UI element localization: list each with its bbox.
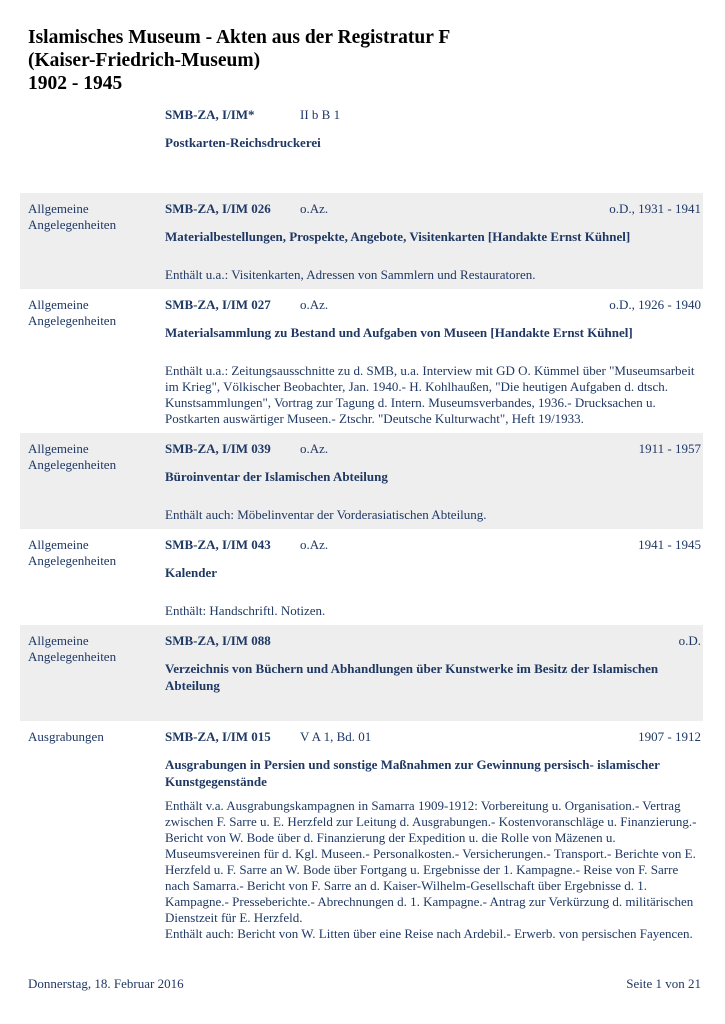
intro-entry-signature: SMB-ZA, I/IM* xyxy=(165,107,255,122)
entry-description-paragraph: Enthält auch: Bericht von W. Litten über eine Reise nach Ardebil.- Erwerb. von persischen Fayencen. xyxy=(165,926,693,941)
footer-page-number: Seite 1 von 21 xyxy=(626,976,701,991)
entry-date: 1941 - 1945 xyxy=(638,537,701,552)
archive-entry-row xyxy=(20,721,703,948)
page-title-line-2: (Kaiser-Friedrich-Museum) xyxy=(28,50,261,71)
page-footer xyxy=(28,976,701,992)
entry-header xyxy=(165,536,701,553)
entry-signature: SMB-ZA, I/IM 015 xyxy=(165,729,271,744)
entry-subsignature: V A 1, Bd. 01 xyxy=(300,729,372,744)
archive-entry-row xyxy=(20,433,703,529)
entry-title: Materialbestellungen, Prospekte, Angebote, Visitenkarten [Handakte Ernst Kühnel] xyxy=(165,229,631,244)
entry-date: 1907 - 1912 xyxy=(638,729,701,744)
entry-content xyxy=(165,632,701,694)
entry-title: Verzeichnis von Büchern und Abhandlungen über Kunstwerke im Besitz der Islamischen Abteilung xyxy=(165,661,659,693)
entry-header xyxy=(165,632,701,649)
entry-signature: SMB-ZA, I/IM 043 xyxy=(165,537,271,552)
entry-title: Kalender xyxy=(165,565,217,580)
entry-list xyxy=(20,193,703,948)
entry-category: Allgemeine Angelegenheiten xyxy=(28,633,117,664)
entry-signature: SMB-ZA, I/IM 039 xyxy=(165,441,271,456)
archive-entry-row xyxy=(20,193,703,289)
entry-category: Allgemeine Angelegenheiten xyxy=(28,297,117,328)
entry-content xyxy=(165,536,701,619)
archive-entry-row xyxy=(20,625,703,721)
entry-category: Allgemeine Angelegenheiten xyxy=(28,537,117,568)
archive-entry-row xyxy=(20,529,703,625)
entry-description-paragraph: Enthält auch: Möbelinventar der Vorderasiatischen Abteilung. xyxy=(165,507,487,522)
entry-subsignature: o.Az. xyxy=(300,201,329,216)
entry-header xyxy=(165,440,701,457)
page-title-line-3: 1902 - 1945 xyxy=(28,73,123,94)
entry-description-paragraph: Enthält v.a. Ausgrabungskampagnen in Samarra 1909-1912: Vorbereitung u. Organisation.- Vertrag zwischen F. Sarre u. E. Herzfeld zur Leitung d. Ausgrabungen.- Kostenvoranschläge u. Finanzierung.- Bericht von W. Bode über d. Finanzierung der Expedition u. die Rolle von Mäzenen u. Museumsvereinen für d. Kgl. Museen.- Personalkosten.- Versicherungen.- Transport.- Berichte von E. Herzfeld u. F. Sarre an W. Bode über Fortgang u. Ergebnisse der 1. Kampagne.- Reise von F. Sarre nach Samarra.- Bericht von F. Sarre an d. Kaiser-Wilhelm-Gesellschaft über Ergebnisse d. 1. Kampagne.- Presseberichte.- Abrechnungen d. 1. Kampagne.- Antrag zur Verkürzung d. militärischen Dienstzeit für E. Herzfeld. xyxy=(165,798,697,925)
entry-title: Ausgrabungen in Persien und sonstige Maßnahmen zur Gewinnung persisch- islamischer Kunstgegenstände xyxy=(165,757,660,789)
intro-entry-header xyxy=(165,106,703,123)
intro-entry-subsignature: II b B 1 xyxy=(300,107,341,122)
entry-signature: SMB-ZA, I/IM 027 xyxy=(165,297,271,312)
entry-subsignature: o.Az. xyxy=(300,537,329,552)
entry-date: o.D. xyxy=(678,633,701,648)
entry-header xyxy=(165,200,701,217)
entry-description-paragraph: Enthält: Handschriftl. Notizen. xyxy=(165,603,326,618)
page-title xyxy=(28,26,700,95)
entry-title: Materialsammlung zu Bestand und Aufgaben von Museen [Handakte Ernst Kühnel] xyxy=(165,325,633,340)
entry-signature: SMB-ZA, I/IM 088 xyxy=(165,633,271,648)
entry-content xyxy=(165,200,701,283)
entry-content xyxy=(165,728,701,942)
entry-description xyxy=(165,267,701,283)
entry-category: Allgemeine Angelegenheiten xyxy=(28,441,117,472)
entry-date: o.D., 1931 - 1941 xyxy=(609,201,701,216)
entry-description xyxy=(165,507,701,523)
entry-description-paragraph: Enthält u.a.: Zeitungsausschnitte zu d. SMB, u.a. Interview mit GD O. Kümmel über "Museumsarbeit im Krieg", Völkischer Beobachter, Jan. 1940.- H. Kohlhaußen, "Die heutigen Aufgaben d. dtsch. Kunstsammlungen", Vortrag zur Tagung d. Intern. Museumsverbandes, 1936.- Drucksachen u. Postkarten auswärtiger Museen.- Ztschr. "Deutsche Kulturwacht", Heft 19/1933. xyxy=(165,363,695,426)
entry-subsignature: o.Az. xyxy=(300,441,329,456)
entry-date: 1911 - 1957 xyxy=(638,441,701,456)
entry-category: Ausgrabungen xyxy=(28,729,104,744)
entry-content xyxy=(165,440,701,523)
intro-entry-title: Postkarten-Reichsdruckerei xyxy=(165,135,321,150)
entry-signature: SMB-ZA, I/IM 026 xyxy=(165,201,271,216)
entry-header xyxy=(165,296,701,313)
entry-header xyxy=(165,728,701,745)
footer-print-date: Donnerstag, 18. Februar 2016 xyxy=(28,976,184,991)
archive-entry-row xyxy=(20,289,703,433)
entry-content xyxy=(165,296,701,427)
entry-description xyxy=(165,603,701,619)
entry-subsignature: o.Az. xyxy=(300,297,329,312)
entry-title: Büroinventar der Islamischen Abteilung xyxy=(165,469,388,484)
entry-category: Allgemeine Angelegenheiten xyxy=(28,201,117,232)
page-title-line-1: Islamisches Museum - Akten aus der Registratur F xyxy=(28,27,451,48)
intro-entry xyxy=(165,106,703,151)
entry-date: o.D., 1926 - 1940 xyxy=(609,297,701,312)
entry-description xyxy=(165,798,701,942)
entry-description xyxy=(165,363,701,427)
entry-description-paragraph: Enthält u.a.: Visitenkarten, Adressen von Sammlern und Restauratoren. xyxy=(165,267,536,282)
